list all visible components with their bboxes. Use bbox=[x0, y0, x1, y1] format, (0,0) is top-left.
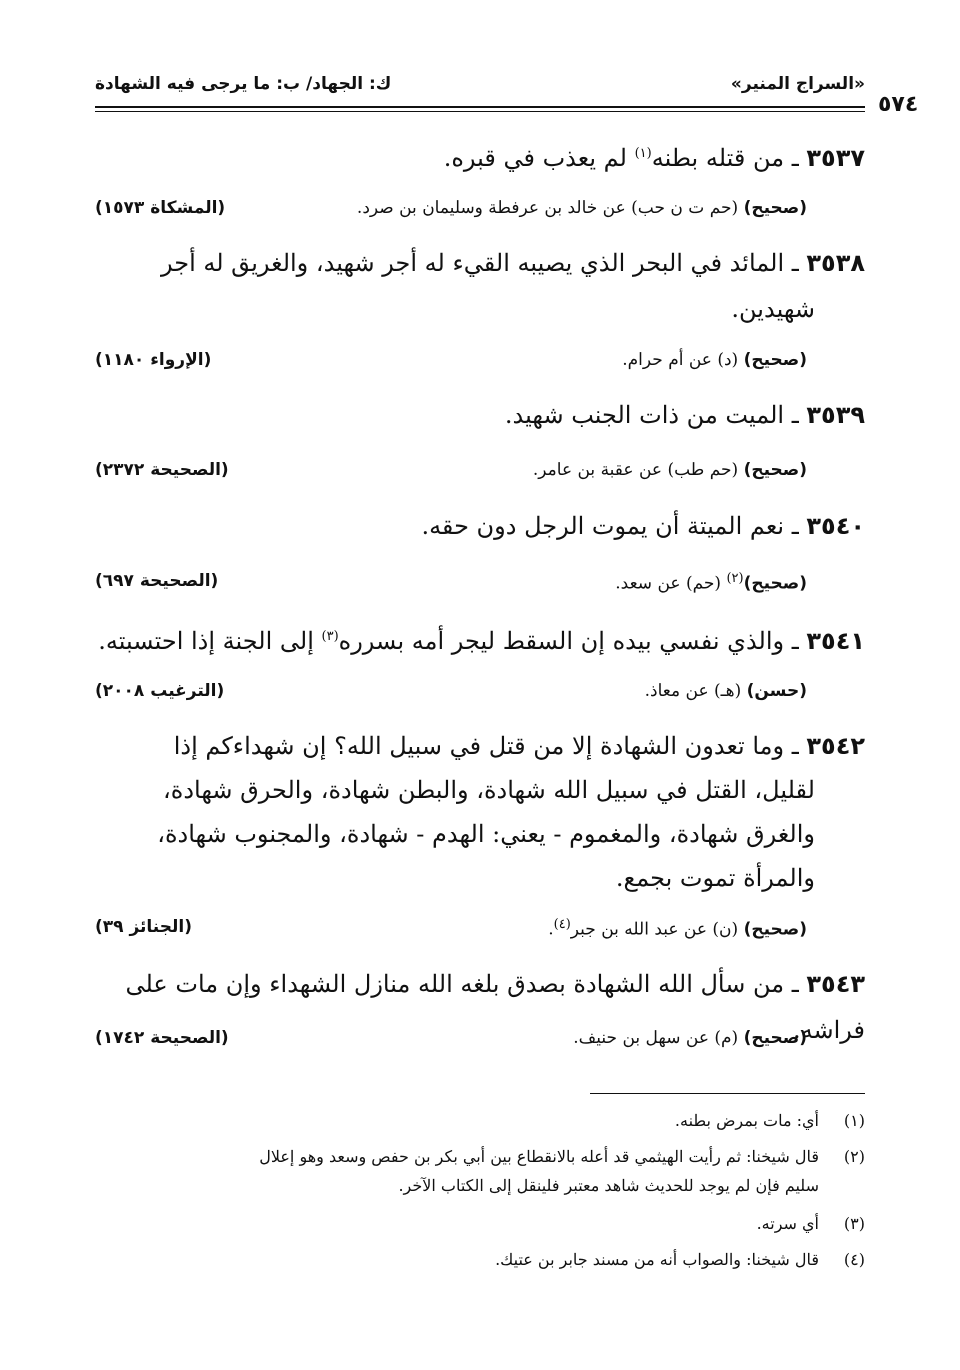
hadith-3540: ٣٥٤٠ ـ نعم الميتة أن يموت الرجل دون حقه. bbox=[421, 512, 865, 540]
header-rule bbox=[95, 106, 865, 108]
hadith-3541: ٣٥٤١ ـ والذي نفسي بيده إن السقط ليجر أمه بسرره$^{(٣)}$ إلى الجنة إذا احتسبته. bbox=[98, 627, 865, 655]
hadith-number: ٣٥٤٠ bbox=[806, 512, 865, 540]
hadith-line: وما تعدون الشهادة إلا من قتل في سبيل الله؟ إن شهداءكم إذا bbox=[173, 732, 785, 760]
footnote-marker: (٢) bbox=[726, 571, 744, 586]
hadith-text: من قتله بطنه bbox=[651, 144, 785, 172]
source-text: (حم طب) عن عقبة بن عامر. bbox=[532, 460, 744, 480]
hadith-number: ٣٥٣٩ bbox=[806, 401, 865, 429]
source-3540 bbox=[95, 571, 865, 601]
footnote-number: (٣) bbox=[843, 1214, 865, 1233]
reference: (الإرواء ١١٨٠) bbox=[95, 350, 212, 370]
footnote-marker: (٣) bbox=[321, 629, 339, 644]
hadith-3538: ٣٥٣٨ ـ المائد في البحر الذي يصيبه القيء له أجر شهيد، والغريق له أجر شهيدين. bbox=[95, 240, 865, 332]
hadith-text: والذي نفسي بيده إن السقط ليجر أمه بسرره bbox=[338, 627, 785, 655]
hadith-line: لقليل، القتل في سبيل الله شهادة، والبطن شهادة، والحرق شهادة، bbox=[163, 776, 815, 804]
footnote-1 bbox=[95, 1106, 865, 1135]
hadith-3543: ٣٥٤٣ ـ من سأل الله الشهادة بصدق بلغه الله منازل الشهداء وإن مات على فراشه. bbox=[125, 970, 865, 1044]
source-text: (حم) عن سعد. bbox=[615, 573, 727, 594]
reference: (المشكاة ١٥٧٣) bbox=[95, 198, 226, 218]
footnote-number: (١) bbox=[843, 1111, 865, 1130]
reference: (الصحيحة ٦٩٧) bbox=[95, 571, 219, 591]
source-end: . bbox=[548, 919, 554, 940]
hadith-3539: ٣٥٣٩ ـ الميت من ذات الجنب شهيد. bbox=[504, 401, 865, 429]
chapter-title: ك: الجهاد/ ب: ما يرجى فيه الشهادة bbox=[95, 74, 392, 94]
footnote-text: قال شيخنا: ثم رأيت الهيثمي قد أعله بالانقطاع بين أبي بكر بن حفص وسعد وهو إعلال bbox=[259, 1147, 819, 1166]
source-3537 bbox=[95, 198, 865, 228]
hadith-number: ٣٥٣٧ bbox=[806, 144, 865, 172]
source-3538 bbox=[95, 350, 865, 380]
grade: (صحيح) bbox=[743, 350, 807, 370]
footnote-number: (٢) bbox=[843, 1147, 865, 1166]
hadith-text: المائد في البحر الذي يصيبه القيء له أجر شهيد، والغريق له أجر bbox=[161, 249, 785, 277]
hadith-number: ٣٥٣٨ bbox=[806, 249, 865, 277]
footnote-text: أي سرته. bbox=[756, 1214, 819, 1233]
hadith-3537: ٣٥٣٧ ـ من قتله بطنه$^{(١)}$ لم يعذب في قبره. bbox=[443, 144, 865, 172]
footnote-number: (٤) bbox=[843, 1250, 865, 1269]
running-header bbox=[95, 70, 865, 104]
header-rule-thin bbox=[95, 111, 865, 112]
footnote-marker: (١) bbox=[634, 146, 652, 161]
footnote-separator bbox=[590, 1093, 865, 1094]
hadith-text: الميت من ذات الجنب شهيد. bbox=[504, 401, 785, 429]
footnote-text: قال شيخنا: والصواب أنه من مسند جابر بن عتيك. bbox=[495, 1250, 819, 1269]
source-3541 bbox=[95, 681, 865, 711]
reference: (الصحيحة ١٧٤٢) bbox=[95, 1028, 229, 1048]
hadith-line: والمرأة تموت بجمع. bbox=[615, 864, 815, 892]
source-3543 bbox=[95, 1028, 865, 1058]
hadith-text: نعم الميتة أن يموت الرجل دون حقه. bbox=[421, 512, 785, 540]
grade: (حسن) bbox=[746, 681, 807, 701]
source-text: (د) عن أم حرام. bbox=[622, 350, 744, 370]
footnote-text-cont: سليم فإن لم يوجد للحديث شاهد معتبر فلينقل إلى الكتاب الآخر. bbox=[398, 1176, 819, 1195]
hadith-number: ٣٥٤١ bbox=[806, 627, 865, 655]
source-text: (حم ت ن حب) عن خالد بن عرفطة وسليمان بن صرد. bbox=[356, 198, 744, 218]
source-3539 bbox=[95, 460, 865, 490]
reference: (الترغيب ٢٠٠٨) bbox=[95, 681, 225, 701]
hadith-number: ٣٥٤٣ bbox=[806, 970, 865, 998]
footnote-marker: (٤) bbox=[553, 917, 571, 932]
grade: (صحيح) bbox=[743, 1028, 807, 1048]
source-text: (م) عن سهل بن حنيف. bbox=[573, 1028, 744, 1048]
page-number: ٥٧٤ bbox=[878, 92, 919, 117]
footnote-4 bbox=[95, 1245, 865, 1274]
grade: (صحيح) bbox=[743, 460, 807, 480]
footnote-3 bbox=[95, 1209, 865, 1238]
hadith-text-cont: إلى الجنة إذا احتسبته. bbox=[98, 627, 322, 655]
hadith-3542: ٣٥٤٢ ـ وما تعدون الشهادة إلا من قتل في سبيل الله؟ إن شهداءكم إذا لقليل، القتل في سبيل الله شهادة، والبطن شهادة، والحرق شهادة، والغرق شهادة، والمغموم - يعني: الهدم - شهادة، والمجنوب شهادة، والمرأة تموت بجمع. bbox=[95, 724, 865, 900]
footnote-2 bbox=[95, 1142, 865, 1200]
reference: (الجنائز ٣٩) bbox=[95, 917, 192, 937]
hadith-text-cont: لم يعذب في قبره. bbox=[443, 144, 635, 172]
grade: (صحيح) bbox=[743, 198, 807, 218]
hadith-line: والغرق شهادة، والمغموم - يعني: الهدم - شهادة، والمجنوب شهادة، bbox=[157, 820, 815, 848]
book-title: «السراج المنير» bbox=[730, 74, 865, 94]
source-text: (ن) عن عبد الله بن جبر bbox=[570, 919, 744, 940]
reference: (الصحيحة ٢٣٧٢) bbox=[95, 460, 229, 480]
hadith-number: ٣٥٤٢ bbox=[806, 732, 865, 760]
source-text: (هـ) عن معاذ. bbox=[644, 681, 747, 701]
hadith-text: من سأل الله الشهادة بصدق بلغه الله منازل الشهداء وإن مات على فراشه. bbox=[125, 970, 865, 1044]
hadith-text-cont: شهيدين. bbox=[731, 295, 815, 323]
grade: (صحيح) bbox=[743, 919, 807, 940]
footnote-text: أي: مات بمرض بطنه. bbox=[674, 1111, 819, 1130]
grade: (صحيح) bbox=[743, 573, 807, 594]
source-3542 bbox=[95, 917, 865, 947]
